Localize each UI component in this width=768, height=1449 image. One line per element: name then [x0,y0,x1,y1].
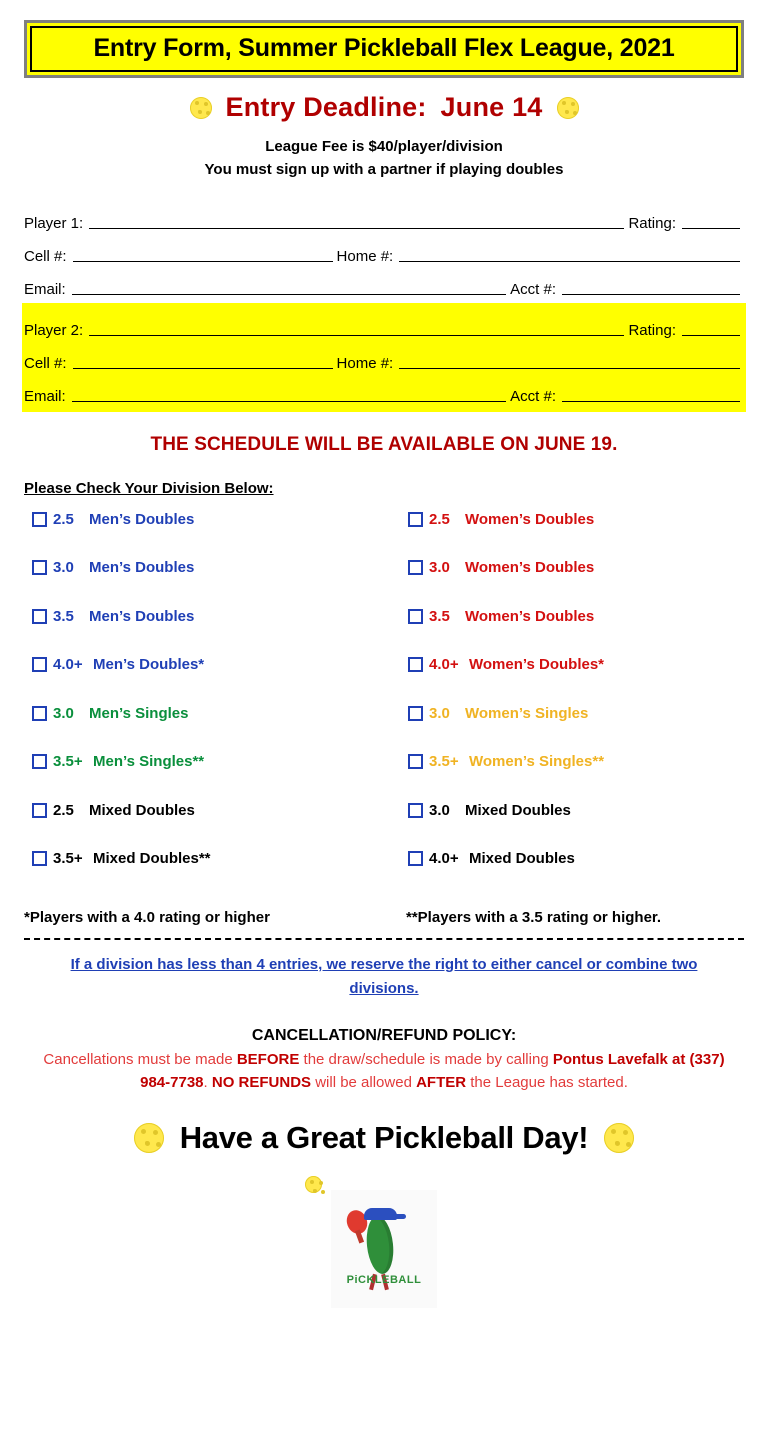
division-rating: 3.5+ [429,753,459,770]
division-rating: 3.0 [53,559,74,576]
player2-email-label: Email: [24,387,66,405]
division-option-right[interactable] [384,850,746,867]
checkbox-icon[interactable] [32,657,47,672]
division-label: Women’s Doubles [465,510,595,528]
division-label: Mixed Doubles [469,850,575,867]
footnote-left: *Players with a 4.0 rating or higher [24,908,270,926]
division-label: Women’s Singles** [469,753,605,770]
division-rating: 4.0+ [429,850,459,867]
pickleball-icon [557,97,579,119]
division-label: Mixed Doubles [465,801,571,819]
checkbox-icon[interactable] [408,851,423,866]
title-banner-inner [30,26,738,72]
division-rating: 3.0 [53,704,74,722]
division-option-left[interactable] [22,753,384,770]
policy-part-2: the draw/schedule is made by calling [299,1050,553,1068]
divisions-heading: Please Check Your Division Below: [24,479,274,497]
schedule-availability-note: THE SCHEDULE WILL BE AVAILABLE ON JUNE 19. [150,433,618,455]
checkbox-icon[interactable] [408,657,423,672]
division-option-right[interactable] [384,511,746,528]
player2-cell-label: Cell #: [24,354,67,372]
pickleball-icon [134,1123,164,1153]
deadline-row [22,92,746,123]
division-option-right[interactable] [384,608,746,625]
division-footnotes [22,909,746,926]
division-row [22,802,746,851]
division-rating: 2.5 [429,510,450,528]
division-option-left[interactable] [22,850,384,867]
division-row [22,656,746,705]
policy-part-4: will be allowed [311,1073,417,1091]
player2-rating-input[interactable] [682,322,740,336]
division-label: Mixed Doubles** [93,850,211,867]
division-label: Women’s Doubles [465,607,595,625]
division-label: Mixed Doubles [89,801,195,819]
checkbox-icon[interactable] [408,609,423,624]
player1-acct-input[interactable] [562,281,740,295]
player2-name-input[interactable] [89,322,624,336]
division-label: Men’s Singles** [93,753,205,770]
player1-name-row [22,200,746,233]
division-rating: 3.0 [429,704,450,722]
checkbox-icon[interactable] [32,560,47,575]
deadline-date: June 14 [440,92,543,122]
player1-email-input[interactable] [72,281,506,295]
policy-part-5: the League has started. [466,1073,628,1091]
division-option-right[interactable] [384,705,746,722]
player1-phone-row [22,233,746,266]
checkbox-icon[interactable] [408,512,423,527]
player2-name-row [22,307,746,340]
division-rating: 3.5 [429,607,450,625]
checkbox-icon[interactable] [32,754,47,769]
fee-line-2: You must sign up with a partner if playing doubles [204,161,564,179]
player2-fields [22,303,746,412]
division-option-right[interactable] [384,753,746,770]
checkbox-icon[interactable] [32,609,47,624]
player1-cell-input[interactable] [73,248,333,262]
pickleball-icon [305,1176,322,1193]
division-rating: 2.5 [53,510,74,528]
pickleball-icon [604,1123,634,1153]
division-row [22,608,746,657]
closing-row [22,1120,746,1156]
division-row [22,850,746,899]
fee-line-1: League Fee is $40/player/division [265,138,503,155]
division-label: Women’s Doubles [465,559,595,576]
policy-title: CANCELLATION/REFUND POLICY: [251,1026,517,1044]
player2-phone-row [22,340,746,373]
division-rating: 2.5 [53,801,74,819]
player2-home-input[interactable] [399,355,740,369]
policy-body [22,1048,746,1095]
player2-acct-label: Acct #: [510,387,556,405]
policy-bold-after: AFTER [416,1073,467,1091]
checkbox-icon[interactable] [32,851,47,866]
division-row [22,705,746,754]
division-rating: 3.5+ [53,753,83,770]
footnote-right: **Players with a 3.5 rating or higher. [406,908,662,926]
player2-name-label: Player 2: [24,321,84,339]
player1-email-row [22,266,746,299]
pickleball-icon [190,97,212,119]
checkbox-icon[interactable] [408,754,423,769]
combine-divisions-note: If a division has less than 4 entries, we reserve the right to either cancel or combine two divisions. [70,955,698,997]
division-row [22,753,746,802]
logo-area [22,1168,746,1318]
divider [24,938,744,940]
player1-email-label: Email: [24,280,66,298]
pickle-hat-icon [364,1208,397,1220]
closing-message: Have a Great Pickleball Day! [179,1120,589,1155]
divisions-list [22,511,746,899]
player1-home-label: Home #: [336,247,394,265]
division-option-left[interactable] [22,608,384,625]
checkbox-icon[interactable] [32,803,47,818]
fee-block [22,135,746,182]
deadline-label: Entry Deadline: [225,92,427,122]
page-title: Entry Form, Summer Pickleball Flex League, 2021 [93,34,675,62]
player2-email-input[interactable] [72,388,506,402]
checkbox-icon[interactable] [32,512,47,527]
player1-rating-label: Rating: [628,214,676,232]
division-label: Women’s Doubles* [469,656,605,673]
player1-name-label: Player 1: [24,214,84,232]
pickleball-mascot-logo [331,1190,437,1308]
division-option-left[interactable] [22,802,384,819]
checkbox-icon[interactable] [32,706,47,721]
policy-bold-norefunds: NO REFUNDS [211,1073,312,1091]
division-option-right[interactable] [384,656,746,673]
policy-part-3: . [203,1073,212,1091]
player1-name-input[interactable] [89,215,624,229]
division-row [22,511,746,560]
player1-rating-input[interactable] [682,215,740,229]
division-label: Men’s Singles [89,704,189,722]
player2-home-label: Home #: [336,354,394,372]
division-rating: 4.0+ [53,656,83,673]
division-option-left[interactable] [22,705,384,722]
player1-fields [22,200,746,299]
player2-cell-input[interactable] [73,355,333,369]
division-option-left[interactable] [22,559,384,576]
player2-email-row [22,373,746,406]
division-rating: 3.0 [429,559,450,576]
division-rating: 3.5 [53,607,74,625]
division-option-left[interactable] [22,511,384,528]
division-rating: 3.5+ [53,850,83,867]
division-label: Men’s Doubles [89,559,195,576]
policy-contact: Pontus Lavefalk at (337) 984-7738 [140,1050,725,1091]
player1-home-input[interactable] [399,248,740,262]
player1-cell-label: Cell #: [24,247,67,265]
division-label: Men’s Doubles [89,607,195,625]
division-option-left[interactable] [22,656,384,673]
title-banner [24,20,744,78]
player1-acct-label: Acct #: [510,280,556,298]
division-option-right[interactable] [384,559,746,576]
pickle-character-icon [364,1215,396,1275]
division-option-right[interactable] [384,802,746,819]
player2-rating-label: Rating: [628,321,676,339]
division-label: Men’s Doubles* [93,656,205,673]
division-label: Women’s Singles [465,704,589,722]
policy-part-1: Cancellations must be made [43,1050,237,1068]
player2-acct-input[interactable] [562,388,740,402]
division-rating: 3.0 [429,801,450,819]
logo-wordmark: PiCKLEBALL [346,1274,422,1286]
division-row [22,559,746,608]
checkbox-icon[interactable] [408,803,423,818]
division-label: Men’s Doubles [89,510,195,528]
policy-bold-before: BEFORE [236,1050,300,1068]
checkbox-icon[interactable] [408,560,423,575]
division-rating: 4.0+ [429,656,459,673]
checkbox-icon[interactable] [408,706,423,721]
